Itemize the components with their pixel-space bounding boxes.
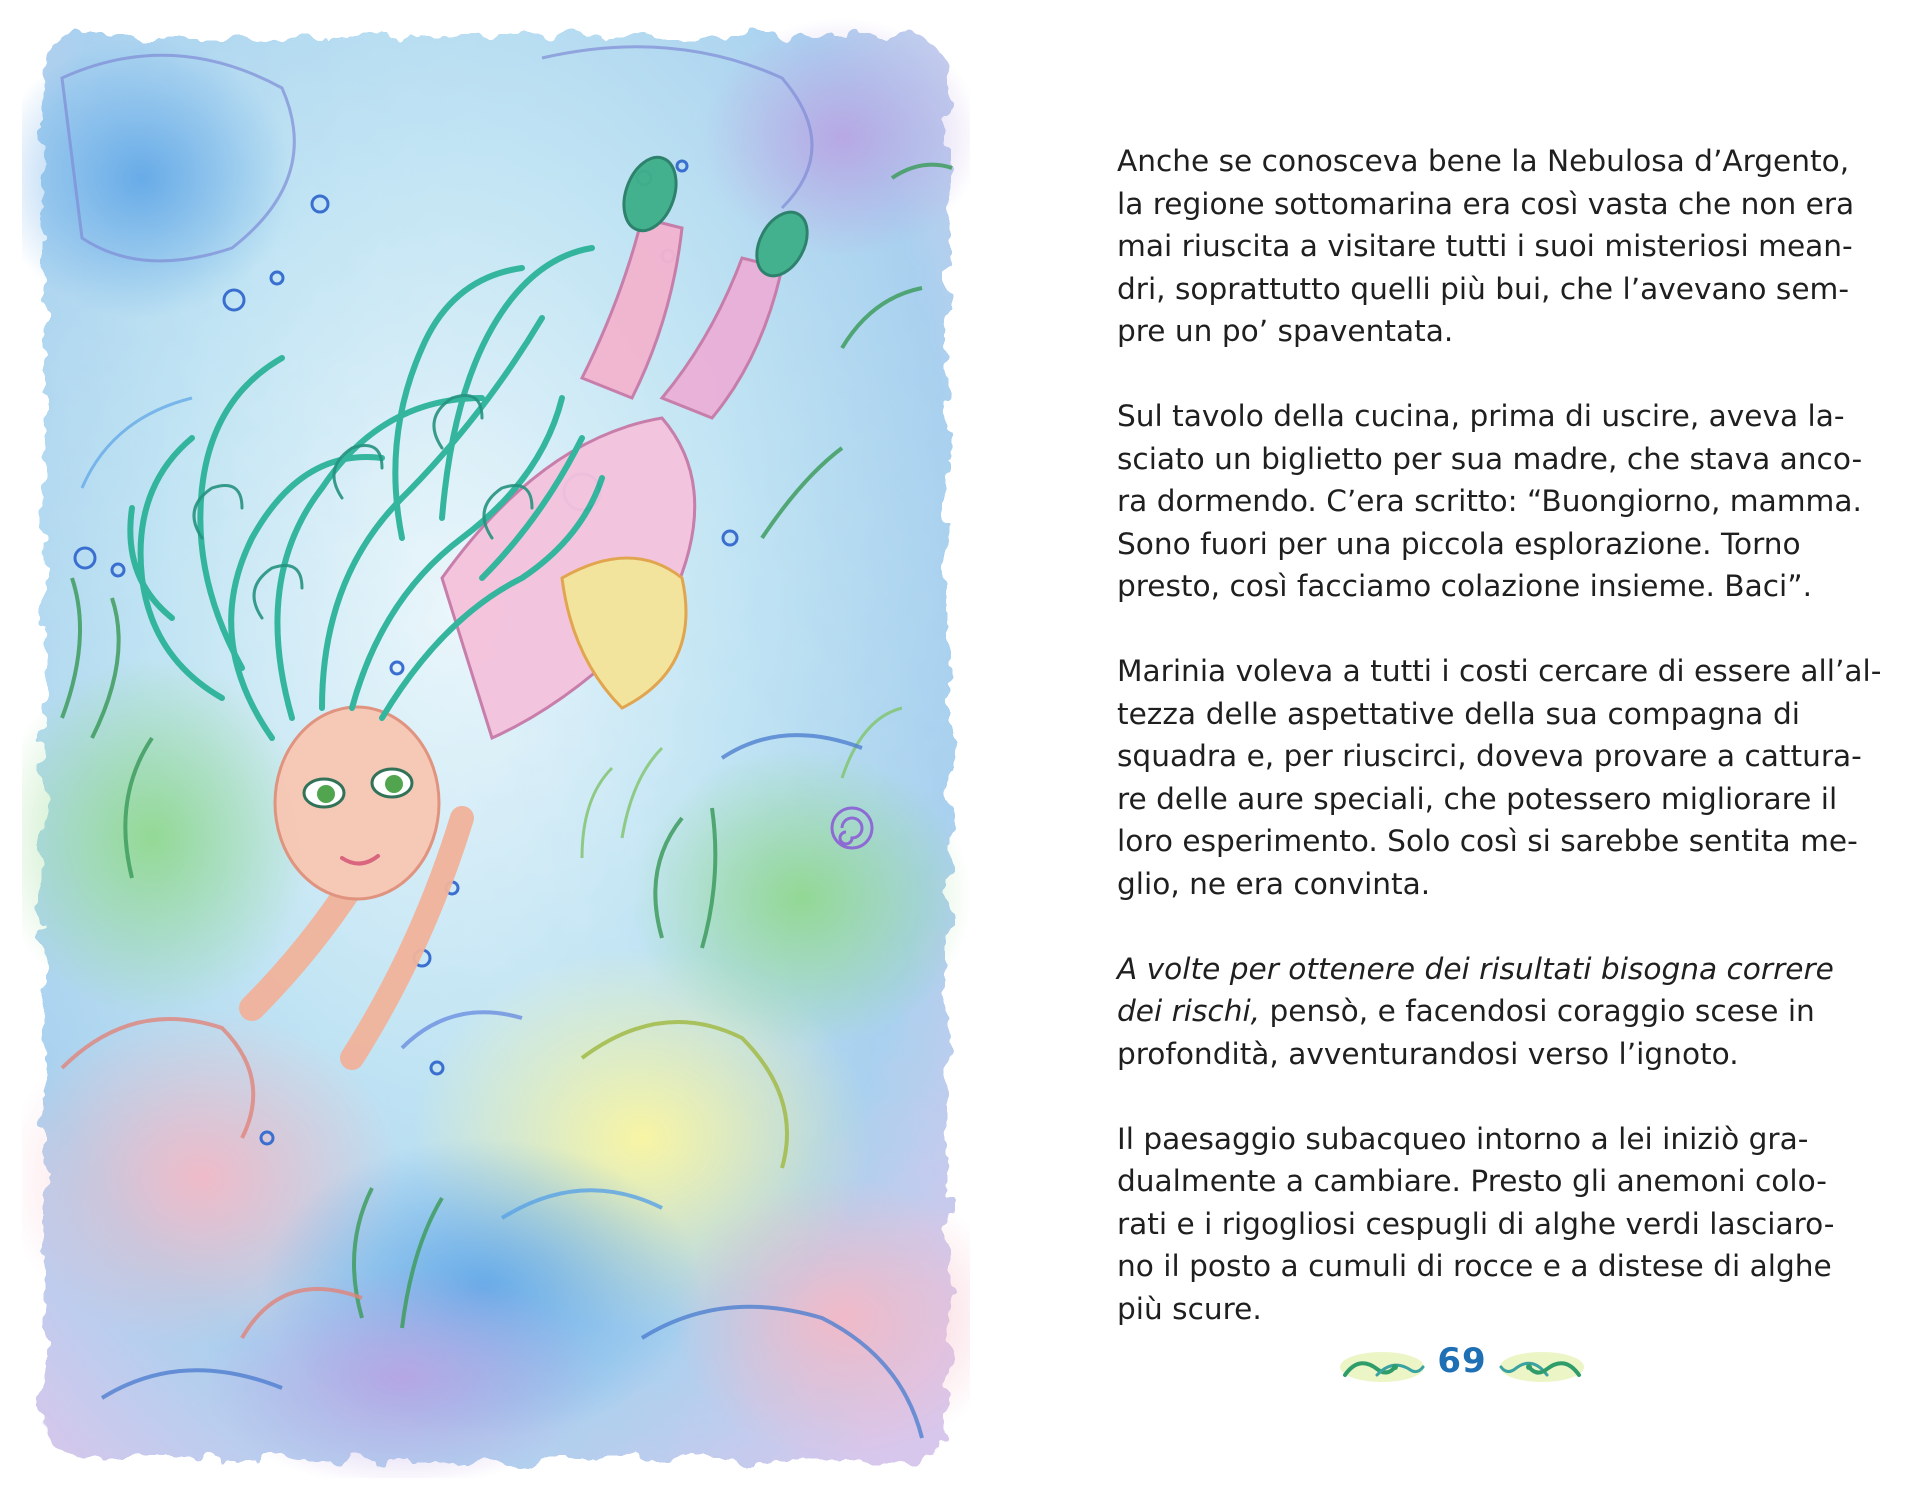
paragraph-2 [1117, 395, 1863, 608]
paragraph-4 [1117, 948, 1834, 1076]
paragraph-1 [1117, 140, 1855, 353]
text-line: sciato un biglietto per sua madre, che stava anco- [1117, 441, 1863, 476]
text-line: dualmente a cambiare. Presto gli anemoni colo- [1117, 1164, 1827, 1198]
text-fragment: pensò, e facendosi coraggio scese in [1260, 994, 1815, 1028]
text-line: pre un po’ spaventata. [1117, 314, 1454, 348]
paragraph-3 [1117, 650, 1882, 905]
text-line: squadra e, per riuscirci, doveva provare a cattura- [1117, 739, 1862, 773]
text-line-italic: A volte per ottenere dei risultati bisogna correre [1117, 951, 1834, 986]
wave-ornament-icon [1497, 1345, 1587, 1385]
underwater-illustration [22, 18, 970, 1478]
text-line: Il paesaggio subacqueo intorno a lei iniziò gra- [1117, 1121, 1809, 1156]
text-line: ra dormendo. C’era scritto: “Buongiorno, mamma. [1117, 484, 1862, 518]
text-line: profondità, avventurandosi verso l’ignoto. [1117, 1036, 1739, 1071]
text-line: rati e i rigogliosi cespugli di alghe verdi lasciaro- [1117, 1206, 1835, 1241]
text-line: Sono fuori per una piccola esplorazione. Torno [1117, 526, 1801, 561]
story-text [1117, 140, 1882, 1373]
text-line: la regione sottomarina era così vasta che non era [1117, 186, 1855, 221]
text-line: no il posto a cumuli di rocce e a distese di alghe [1117, 1249, 1832, 1283]
text-line: presto, così facciamo colazione insieme. Baci”. [1117, 569, 1812, 603]
text-line: re delle aure speciali, che potessero migliorare il [1117, 781, 1838, 816]
mermaid-girl-swimming-image [22, 18, 970, 1478]
text-line [1117, 990, 1815, 1033]
text-line: dri, soprattutto quelli più bui, che l’avevano sem- [1117, 271, 1850, 306]
text-line: mai riuscita a visitare tutti i suoi misteriosi mean- [1117, 229, 1853, 263]
paragraph-5 [1117, 1118, 1835, 1331]
text-line: più scure. [1117, 1291, 1262, 1326]
wave-ornament-icon [1337, 1345, 1427, 1385]
text-line: Marinia voleva a tutti i costi cercare di essere all’al- [1117, 654, 1882, 688]
text-line: glio, ne era convinta. [1117, 866, 1431, 901]
text-line: loro esperimento. Solo così si sarebbe sentita me- [1117, 824, 1858, 858]
text-line: Sul tavolo della cucina, prima di uscire, aveva la- [1117, 399, 1845, 433]
page-number: 69 [1437, 1341, 1487, 1381]
text-italic-fragment: dei rischi, [1117, 994, 1261, 1028]
text-line: tezza delle aspettative della sua compagna di [1117, 696, 1800, 731]
text-line: Anche se conosceva bene la Nebulosa d’Argento, [1117, 144, 1850, 178]
page-number-ornament [1337, 1337, 1587, 1397]
